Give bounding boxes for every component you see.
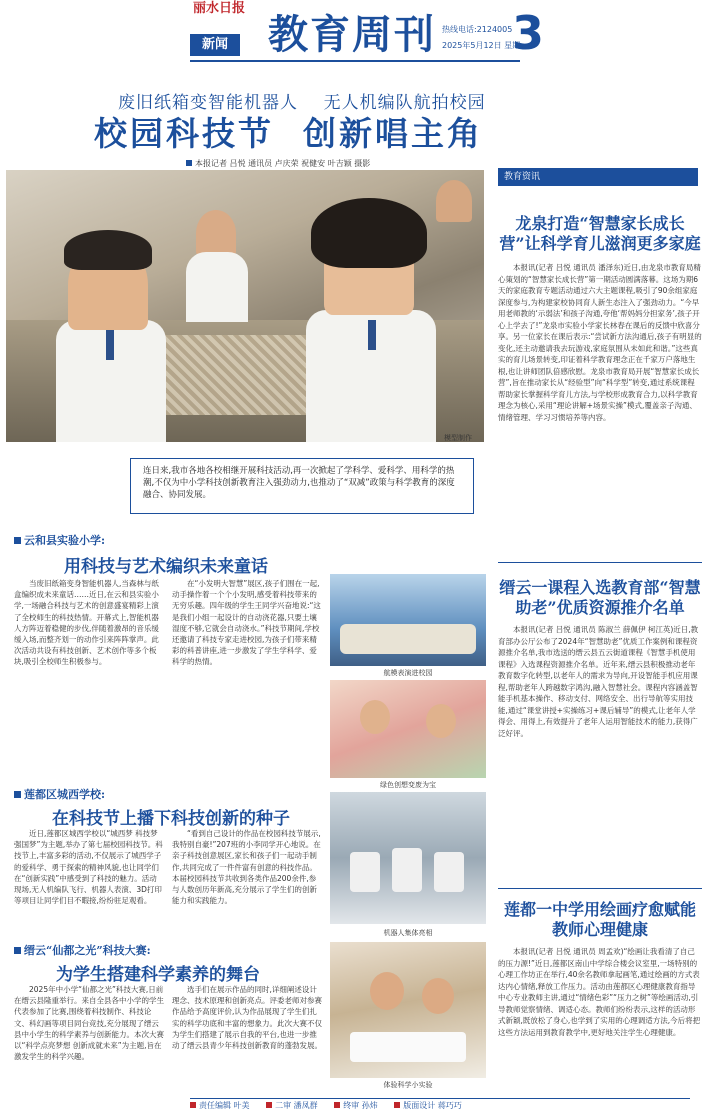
section-title: 为学生搭建科学素养的舞台 bbox=[56, 965, 260, 985]
article-title: 莲都一中学用绘画疗愈赋能教师心理健康 bbox=[503, 900, 696, 939]
child-face bbox=[422, 978, 454, 1014]
article-column: “看到自己设计的作品在校园科技节展示,我特别自豪!”207班的小李同学开心地说。在亲子科技创意展区,家长和孩子们一起动手制作,共同完成了一件件富有创意的科技作品。本届校园科技节共收到各类作品200余件,参与人数创历年新高,充分展示了学生们的创新能力和实践能力。 bbox=[172, 829, 321, 906]
section-label: 新闻 bbox=[190, 34, 240, 56]
article-column: 近日,莲都区城西学校以“城西梦 科技梦 强国梦”为主题,举办了第七届校园科技节。科技节上,丰富多彩的活动,不仅展示了城西学子的爱科学、勇于探索的精神风貌,也让同学们在“创新实践”中感受到了科技的魅力。活动现场,无人机编队飞行、机器人表演、3D打印等项目让同学们目不暇接,纷纷驻足观看。 bbox=[14, 829, 163, 906]
boy-tie bbox=[106, 330, 114, 360]
main-byline: 本报记者 吕悦 通讯员 卢庆荣 祝健安 叶吉颖 摄影 bbox=[186, 158, 370, 169]
article-column: 当废旧纸箱变身智能机器人,当森林与纸盒编织成未来童话……近日,在云和县实验小学,一场融合科技与艺术的创意盛宴精彩上演了全校师生的科技热情。开幕式上,智能机器人方阵迈着稳健的步伐,伴随着激昂的音乐缓缓入场,而整齐划一的动作引来阵阵掌声。此次活动共设有科技创新、艺术创作等多个板块,吸引全校师生积极参与。 bbox=[14, 579, 159, 667]
hero-photo bbox=[6, 170, 484, 442]
article-title: 龙泉打造“智慧家长成长营”让科学育儿滋润更多家庭 bbox=[499, 214, 701, 253]
child-face bbox=[426, 704, 456, 738]
page-number: 3 bbox=[512, 6, 545, 60]
photo-caption: 绿色创想变废为宝 bbox=[380, 781, 436, 789]
divider bbox=[498, 888, 702, 889]
experiment-table bbox=[350, 1032, 466, 1062]
section-title: 在科技节上播下科技创新的种子 bbox=[52, 809, 290, 829]
girl-hair bbox=[311, 198, 427, 268]
bg-child-face bbox=[196, 210, 236, 256]
photo-caption: 模型制作 bbox=[444, 434, 472, 442]
page-footer bbox=[190, 1098, 690, 1113]
news-brief-tag: 教育资讯 bbox=[498, 168, 698, 186]
child-face bbox=[360, 700, 390, 734]
robot bbox=[434, 852, 464, 892]
article-body: 本报讯(记者 吕悦 通讯员 周孟欢)“绘画让我看清了自己的压力源!”近日,莲都区南山中学综合楼会议室里,一场特别的心理工作坊正在举行,40余名教师拿起画笔,通过绘画的方式表达内心情绪,释放工作压力。活动由莲都区心理健康教育指导中心专业教师主讲,通过“情绪色彩”“压力之树”等绘画活动,引导教师觉察情绪、调适心态。教师们纷纷表示,这样的活动形式新颖,既放松了身心,也学到了实用的心理调适方法,今后将把这些方法运用到教育教学中,更好地关注学生心理健康。 bbox=[498, 947, 701, 1037]
article-column: 2025年中小学“仙都之光”科技大赛,日前在缙云县隆重举行。来自全县各中小学的学生代表参加了比赛,围绕着科技制作、科技论文、科幻画等项目同台竞技,充分展现了缙云县中小学生的科学素养与创新能力。本次大赛以“科学点亮梦想 创新成就未来”为主题,旨在激发学生的科学兴趣。 bbox=[14, 985, 164, 1062]
article-column: 在“小发明大智慧”展区,孩子们围在一起,动手操作着一个个小发明,感受着科技带来的无穷乐趣。四年级的学生王同学兴奋地说:“这是我们小组一起设计的自动浇花器,只要土壤湿度不够,它就会自动浇水。”科技节期间,学校还邀请了科技专家走进校园,为孩子们带来精彩的科普讲座,进一步激发了学生学科学、爱科学的热情。 bbox=[172, 579, 321, 667]
article-body: 本报讯(记者 吕悦 通讯员 潘泽东)近日,由龙泉市教育局精心策划的“智慧家长成长营”第一期活动圆满落幕。这场为期6天的家庭教育专题活动通过六大主题课程,吸引了90余组家庭深度参与,为构建家校协同育人新生态注入了强劲动力。“今早用老师教的‘示弱法’和孩子沟通,夸他‘帮妈妈分担家务’,孩子开心上学去了!”龙泉市实验小学家长林春在课后的反馈中欣喜分享。另一位家长在课后表示:“尝试新方法沟通后,孩子有明显的变化,还主动邀请我去玩游戏,家庭氛围从未如此和谐。”这些真实的育儿场景转变,印证着科学教育理念正在千家万户落地生根,也让讲师团队倍感欣慰。龙泉市教育局开展“智慧家长成长营”,旨在推动家长从“经验型”向“科学型”转变,通过系统课程帮助家长掌握科学育儿方法,与学校形成教育合力,以科学教育理念为核心,采用“理论讲解+场景实操”模式,覆盖亲子沟通、情绪管理、学习习惯培养等内容。 bbox=[498, 263, 702, 422]
footer-item: 责任编辑 叶美 bbox=[190, 1101, 250, 1110]
divider bbox=[498, 562, 702, 563]
section-label: 缙云“仙都之光”科技大赛: bbox=[14, 942, 151, 958]
paper-logo: 丽水日报 bbox=[192, 1, 245, 16]
photo-green-creations bbox=[330, 680, 486, 778]
main-headline: 校园科技节 创新唱主角 bbox=[94, 114, 483, 153]
page-title: 教育周刊 bbox=[268, 11, 436, 58]
article-title: 缙云一课程入选教育部“智慧助老”优质资源推介名单 bbox=[499, 578, 701, 617]
robot bbox=[350, 852, 380, 892]
section-label: 莲都区城西学校: bbox=[14, 786, 105, 802]
section-label: 云和县实验小学: bbox=[14, 532, 105, 548]
photo-caption: 体验科学小实验 bbox=[383, 1081, 433, 1089]
bg-child-shirt bbox=[186, 252, 248, 322]
article-body: 本报讯(记者 吕悦 通讯员 陈淑兰 薛佩伊 柯江英)近日,教育部办公厅公布了2024年“智慧助老”优质工作案例和课程资源推介名单,我市选送的缙云县五云街道课程《智慧手机使用课程》入选课程资源推介名单。近年来,缙云县积极推动老年教育数字化转型,以老年人的需求为导向,开设智能手机应用课程,帮助老年人跨越数字鸿沟,融入智慧社会。课程内容涵盖智能手机基本操作、移动支付、网络安全、出行导航等实用技能,通过“课堂讲授+实操练习+课后辅导”的模式,让老年人学得会、用得上,有效提升了老年人运用智能技术的能力,获得广泛好评。 bbox=[498, 625, 699, 738]
footer-item: 二审 潘凤群 bbox=[266, 1101, 318, 1110]
photo-science-experiment bbox=[330, 942, 486, 1078]
issue-date: 2025年5月12日 星期一 bbox=[442, 41, 529, 50]
footer-item: 版面设计 蒋巧巧 bbox=[394, 1101, 462, 1110]
robot bbox=[392, 848, 422, 892]
photo-caption: 机器人集体亮相 bbox=[383, 929, 433, 937]
display-table bbox=[340, 624, 476, 654]
masthead bbox=[0, 0, 708, 64]
intro-box: 连日来,我市各地各校相继开展科技活动,再一次掀起了学科学、爱科学、用科学的热潮,不仅为中小学科技创新教育注入强劲动力,也推动了“双减”政策与科学教育的深度融合、协同发展。 bbox=[130, 458, 474, 514]
photo-aircraft-models bbox=[330, 574, 486, 666]
masthead-rule bbox=[190, 60, 520, 62]
article-column: 选手们在展示作品的同时,详细阐述设计理念、技术原理和创新亮点。评委老师对参赛作品给予高度评价,认为作品展现了学生们扎实的科学功底和丰富的想象力。此次大赛不仅为学生们搭建了展示自我的平台,也进一步推动了缙云县青少年科技创新教育的蓬勃发展。 bbox=[172, 985, 322, 1051]
photo-robots bbox=[330, 792, 486, 924]
child-face bbox=[370, 972, 404, 1010]
bg-child-face-2 bbox=[436, 180, 472, 222]
boy-hair bbox=[64, 230, 152, 270]
footer-item: 终审 孙炜 bbox=[334, 1101, 378, 1110]
section-title: 用科技与艺术编织未来童话 bbox=[64, 557, 268, 577]
main-subhead: 废旧纸箱变智能机器人 无人机编队航拍校园 bbox=[118, 93, 486, 113]
photo-caption: 航模表演进校园 bbox=[383, 669, 433, 677]
girl-tie bbox=[368, 320, 376, 350]
hotline: 热线电话:2124005 bbox=[442, 25, 513, 34]
